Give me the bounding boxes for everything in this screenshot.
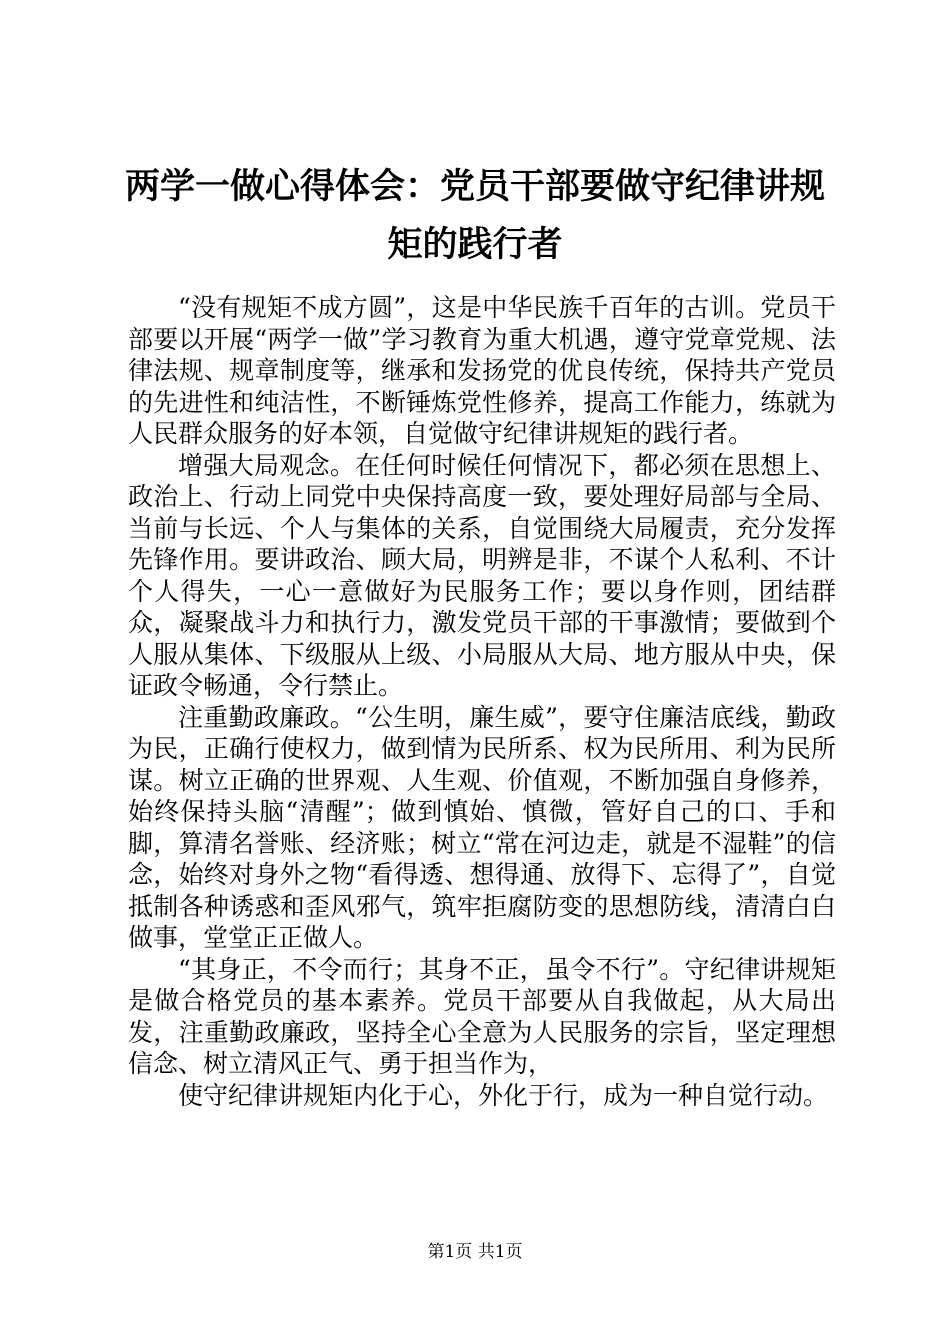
paragraph-diligence-integrity: 注重勤政廉政。“公生明，廉生威”，要守住廉洁底线，勤政为民，正确行使权力，做到情为民所系、权为民所用、利为民所谋。树立正确的世界观、人生观、价值观，不断加强自身修养，始终保持头脑“清醒”；做到慎始、慎微，管好自己的口、手和脚，算清名誉账、经济账；树立“常在河边走，就是不湿鞋”的信念，始终对身外之物“看得透、想得通、放得下、忘得了”，自觉抵制各种诱惑和歪风邪气，筑牢拒腐防变的思想防线，清清白白做事，堂堂正正做人。: [128, 702, 836, 952]
page-footer: 第1页 共1页: [427, 1242, 523, 1262]
paragraph-closing: 使守纪律讲规矩内化于心，外化于行，成为一种自觉行动。: [178, 1080, 829, 1110]
paragraph-intro: “没有规矩不成方圆”，这是中华民族千百年的古训。党员干部要以开展“两学一做”学习教育为重大机遇，遵守党章党规、法律法规、规章制度等，继承和发扬党的优良传统，保持共产党员的先进性和纯洁性，不断锤炼党性修养，提高工作能力，练就为人民群众服务的好本领，自觉做守纪律讲规矩的践行者。: [128, 293, 836, 448]
paragraph-conclusion: “其身正，不令而行；其身不正，虽令不行”。守纪律讲规矩是做合格党员的基本素养。党员干部要从自我做起，从大局出发，注重勤政廉政，坚持全心全意为人民服务的宗旨，坚定理想信念、树立清风正气、勇于担当作为，: [128, 954, 836, 1078]
paragraph-overall-view: 增强大局观念。在任何时候任何情况下，都必须在思想上、政治上、行动上同党中央保持高度一致，要处理好局部与全局、当前与长远、个人与集体的关系，自觉围绕大局履责，充分发挥先锋作用。要讲政治、顾大局，明辨是非，不谋个人私利、不计个人得失，一心一意做好为民服务工作；要以身作则，团结群众，凝聚战斗力和执行力，激发党员干部的干事激情；要做到个人服从集体、下级服从上级、小局服从大局、地方服从中央，保证政令畅通，令行禁止。: [128, 450, 836, 700]
document-body: [128, 292, 836, 1111]
document-title: 两学一做心得体会：党员干部要做守纪律讲规矩的践行者: [124, 167, 825, 265]
